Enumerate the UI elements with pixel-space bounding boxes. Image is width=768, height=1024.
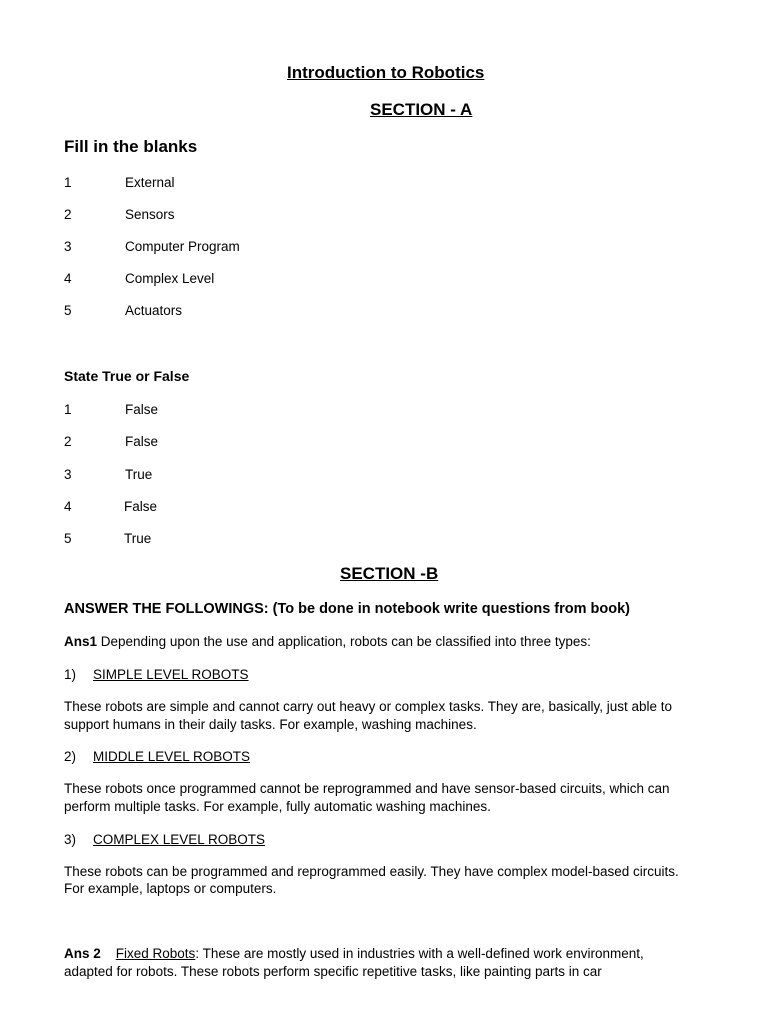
ans2-label: Ans 2 bbox=[64, 946, 101, 961]
section-a-heading: SECTION - A bbox=[370, 100, 473, 119]
document-title: Introduction to Robotics bbox=[287, 63, 485, 82]
ans1-label: Ans1 bbox=[64, 634, 98, 649]
robot-type-description: For example, laptops or computers. bbox=[64, 881, 277, 896]
robot-type-name: COMPLEX LEVEL ROBOTS bbox=[93, 832, 266, 847]
robot-type-name: SIMPLE LEVEL ROBOTS bbox=[93, 667, 249, 682]
robot-type-description: support humans in their daily tasks. For example, washing machines. bbox=[64, 717, 477, 732]
fill-item-answer: Complex Level bbox=[125, 271, 215, 286]
robot-type-number: 2) bbox=[64, 749, 77, 764]
fill-item-number: 2 bbox=[64, 207, 72, 222]
tf-item-number: 4 bbox=[64, 499, 72, 514]
tf-item-answer: True bbox=[124, 531, 152, 546]
fill-item-number: 4 bbox=[64, 271, 72, 286]
section-b-heading: SECTION -B bbox=[340, 564, 439, 583]
robot-type-number: 3) bbox=[64, 832, 77, 847]
fill-item-number: 1 bbox=[64, 175, 72, 190]
tf-item-answer: True bbox=[125, 467, 153, 482]
answer-instructions-heading: ANSWER THE FOLLOWINGS: (To be done in notebook write questions from book) bbox=[64, 601, 631, 617]
ans2-text-continued: adapted for robots. These robots perform specific repetitive tasks, like painting parts in car bbox=[64, 964, 602, 979]
fill-item-answer: External bbox=[125, 175, 175, 190]
robot-type-name: MIDDLE LEVEL ROBOTS bbox=[93, 749, 251, 764]
tf-item-number: 1 bbox=[64, 402, 72, 417]
ans1-paragraph bbox=[64, 633, 591, 651]
robot-type-description: These robots are simple and cannot carry out heavy or complex tasks. They are, basically, just able to bbox=[64, 699, 673, 714]
tf-item-number: 2 bbox=[64, 434, 72, 449]
tf-item-answer: False bbox=[125, 402, 159, 417]
true-false-heading: State True or False bbox=[64, 368, 190, 384]
robot-type-description: These robots once programmed cannot be reprogrammed and have sensor-based circuits, which can bbox=[64, 781, 670, 796]
fill-item-answer: Actuators bbox=[125, 303, 183, 318]
robot-type-description: These robots can be programmed and reprogrammed easily. They have complex model-based circuits. bbox=[64, 864, 679, 879]
tf-item-answer: False bbox=[124, 499, 158, 514]
tf-item-number: 3 bbox=[64, 467, 72, 482]
fill-item-answer: Sensors bbox=[125, 207, 175, 222]
ans2-text: : These are mostly used in industries with a well-defined work environment, bbox=[195, 946, 644, 961]
fill-item-answer: Computer Program bbox=[125, 239, 240, 254]
robot-type-description: perform multiple tasks. For example, fully automatic washing machines. bbox=[64, 799, 491, 814]
fill-item-number: 5 bbox=[64, 303, 72, 318]
ans2-line bbox=[64, 945, 644, 963]
tf-item-answer: False bbox=[125, 434, 159, 449]
tf-item-number: 5 bbox=[64, 531, 72, 546]
fill-in-blanks-heading: Fill in the blanks bbox=[64, 137, 198, 156]
ans2-term: Fixed Robots bbox=[115, 946, 196, 961]
ans1-text: Depending upon the use and application, robots can be classified into three types: bbox=[97, 634, 591, 649]
robot-type-number: 1) bbox=[64, 667, 77, 682]
fill-item-number: 3 bbox=[64, 239, 72, 254]
